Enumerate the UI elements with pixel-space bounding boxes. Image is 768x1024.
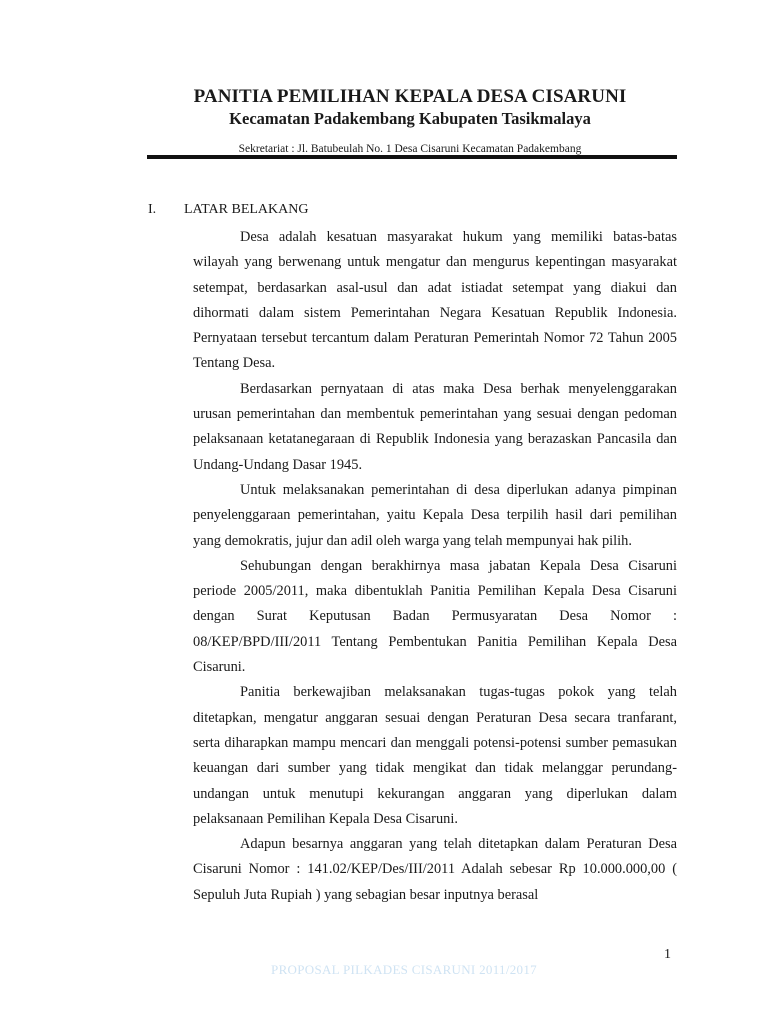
letterhead-title: PANITIA PEMILIHAN KEPALA DESA CISARUNI <box>193 86 627 107</box>
letterhead <box>0 86 768 156</box>
paragraph: Sehubungan dengan berakhirnya masa jabatan Kepala Desa Cisaruni periode 2005/2011, maka dibentuklah Panitia Pemilihan Kepala Desa Cisaruni dengan Surat Keputusan Badan Permusyaratan Desa Nomor : 08/KEP/BPD/III/2011 Tentang Pembentukan Panitia Pemilihan Kepala Desa Cisaruni. <box>193 557 677 676</box>
letterhead-subtitle: Kecamatan Padakembang Kabupaten Tasikmalaya <box>229 109 591 128</box>
paragraph: Desa adalah kesatuan masyarakat hukum yang memiliki batas-batas wilayah yang berwenang untuk mengatur dan mengurus kepentingan masyarakat setempat, berdasarkan asal-usul dan adat istiadat setempat yang diakui dan dihormati dalam sistem Pemerintahan Negara Kesatuan Republik Indonesia. Pernyataan tersebut tercantum dalam Peraturan Pemerintah Nomor 72 Tahun 2005 Tentang Desa. <box>193 229 677 372</box>
letterhead-address: Sekretariat : Jl. Batubeulah No. 1 Desa Cisaruni Kecamatan Padakembang <box>238 143 582 155</box>
footer-watermark: PROPOSAL PILKADES CISARUNI 2011/2017 <box>271 962 537 977</box>
paragraph: Berdasarkan pernyataan di atas maka Desa berhak menyelenggarakan urusan pemerintahan dan membentuk pemerintahan yang sesuai dengan pedoman pelaksanaan ketatanegaraan di Republik Indonesia yang berazaskan Pancasila dan Undang-Undang Dasar 1945. <box>193 380 677 473</box>
letterhead-divider <box>147 155 677 159</box>
section-number: I. <box>148 202 157 217</box>
paragraph: Adapun besarnya anggaran yang telah ditetapkan dalam Peraturan Desa Cisaruni Nomor : 141.02/KEP/Des/III/2011 Adalah sebesar Rp 10.000.000,00 ( Sepuluh Juta Rupiah ) yang sebagian besar inputnya berasal <box>193 836 677 903</box>
page-number: 1 <box>664 947 671 962</box>
paragraph: Untuk melaksanakan pemerintahan di desa diperlukan adanya pimpinan penyelenggaraan pemerintahan, yaitu Kepala Desa terpilih hasil dari pemilihan yang demokratis, jujur dan adil oleh warga yang telah mempunyai hak pilih. <box>193 481 677 549</box>
document-body <box>193 225 677 908</box>
section-title: LATAR BELAKANG <box>184 202 309 217</box>
paragraph: Panitia berkewajiban melaksanakan tugas-tugas pokok yang telah ditetapkan, mengatur anggaran sesuai dengan Peraturan Desa secara tranfarant, serta diharapkan mampu mencari dan menggali potensi-potensi sumber pemasukan keuangan dari sumber yang tidak mengikat dan tidak melanggar perundang-undangan untuk menutupi kekurangan anggaran yang diperlukan dalam pelaksanaan Pemilihan Kepala Desa Cisaruni. <box>193 684 677 827</box>
